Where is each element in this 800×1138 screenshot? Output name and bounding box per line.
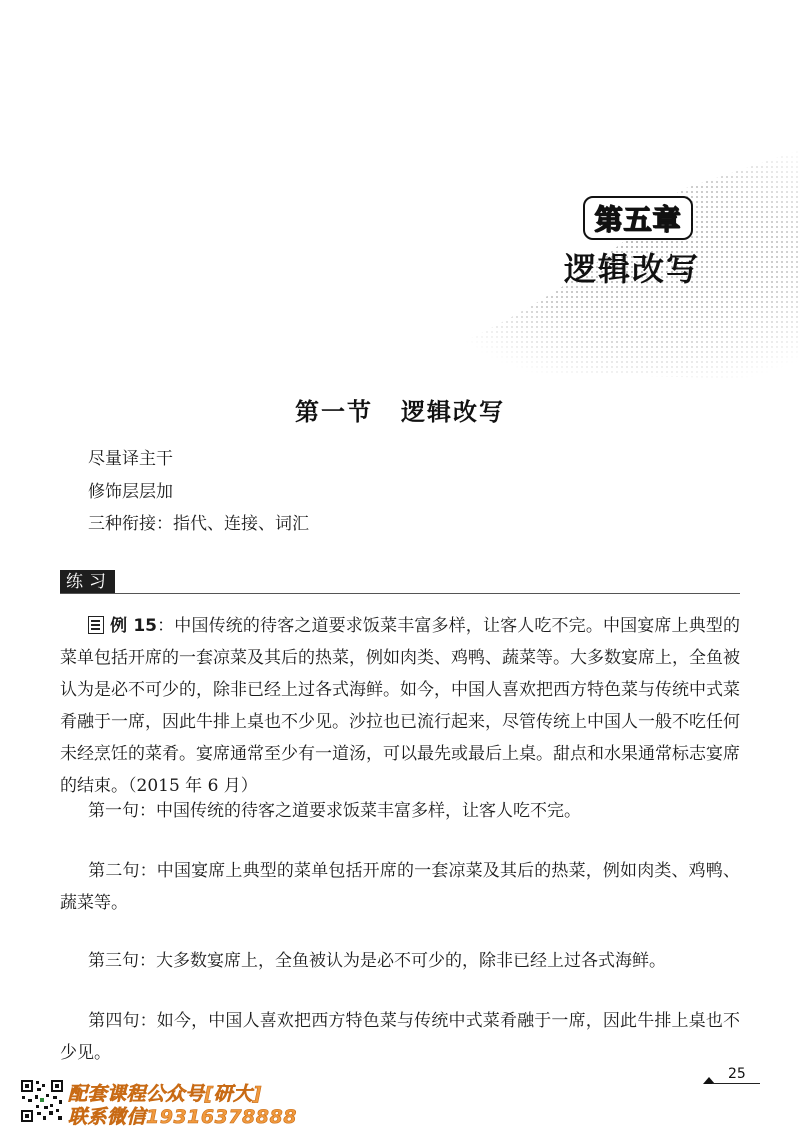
chapter-title: 逻辑改写 (563, 250, 700, 288)
example-label: 例 15 (110, 616, 158, 636)
sentence-text: 第三句：大多数宴席上，全鱼被认为是必不可少的，除非已经上过各式海鲜。 (88, 951, 666, 971)
practice-divider (60, 593, 740, 594)
example-text: ：中国传统的待客之道要求饭菜丰富多样，让客人吃不完。中国宴席上典型的菜单包括开席的一套凉菜及其后的热菜，例如肉类、鸡鸭、蔬菜等。大多数宴席上，全鱼被认为是必不可少的，除非已经上过各式海鲜。如今，中国人喜欢把西方特色菜与传统中式菜肴融于一席，因此牛排上桌也不少见。沙拉也已流行起来，尽管传统上中国人一般不吃任何未经烹饪的菜肴。宴席通常至少有一道汤，可以最先或最后上桌。甜点和水果通常标志宴席的结束。（2015 年 6 月） (60, 616, 740, 796)
tip-line: 修饰层层加 (88, 482, 173, 502)
practice-label: 练习 (60, 570, 115, 594)
sentence-three (60, 945, 740, 977)
example-paragraph (60, 610, 740, 802)
sentence-one (60, 795, 740, 827)
sentence-two (60, 855, 740, 919)
tip-line: 尽量译主干 (88, 449, 173, 469)
sentence-text: 第一句：中国传统的待客之道要求饭菜丰富多样，让客人吃不完。 (88, 801, 581, 821)
chapter-badge-label: 第五章 (594, 203, 682, 236)
promo-line-1: 配套课程公众号[研大] (68, 1083, 262, 1105)
chapter-badge (583, 196, 693, 240)
tip-line: 三种衔接：指代、连接、词汇 (88, 514, 309, 534)
qr-code-icon (20, 1079, 64, 1123)
promo-line-2: 联系微信19316378888 (68, 1106, 297, 1128)
section-title (0, 392, 800, 427)
sentence-four (60, 1005, 740, 1069)
document-icon (88, 616, 104, 634)
sentence-text: 第四句：如今，中国人喜欢把西方特色菜与传统中式菜肴融于一席，因此牛排上桌也不少见。 (60, 1011, 740, 1063)
section-name: 逻辑改写 (401, 398, 505, 426)
page-rule (712, 1083, 760, 1084)
sentence-text: 第二句：中国宴席上典型的菜单包括开席的一套凉菜及其后的热菜，例如肉类、鸡鸭、蔬菜等。 (60, 861, 740, 913)
page-number: 25 (728, 1066, 746, 1082)
section-number: 第一节 (295, 398, 373, 426)
